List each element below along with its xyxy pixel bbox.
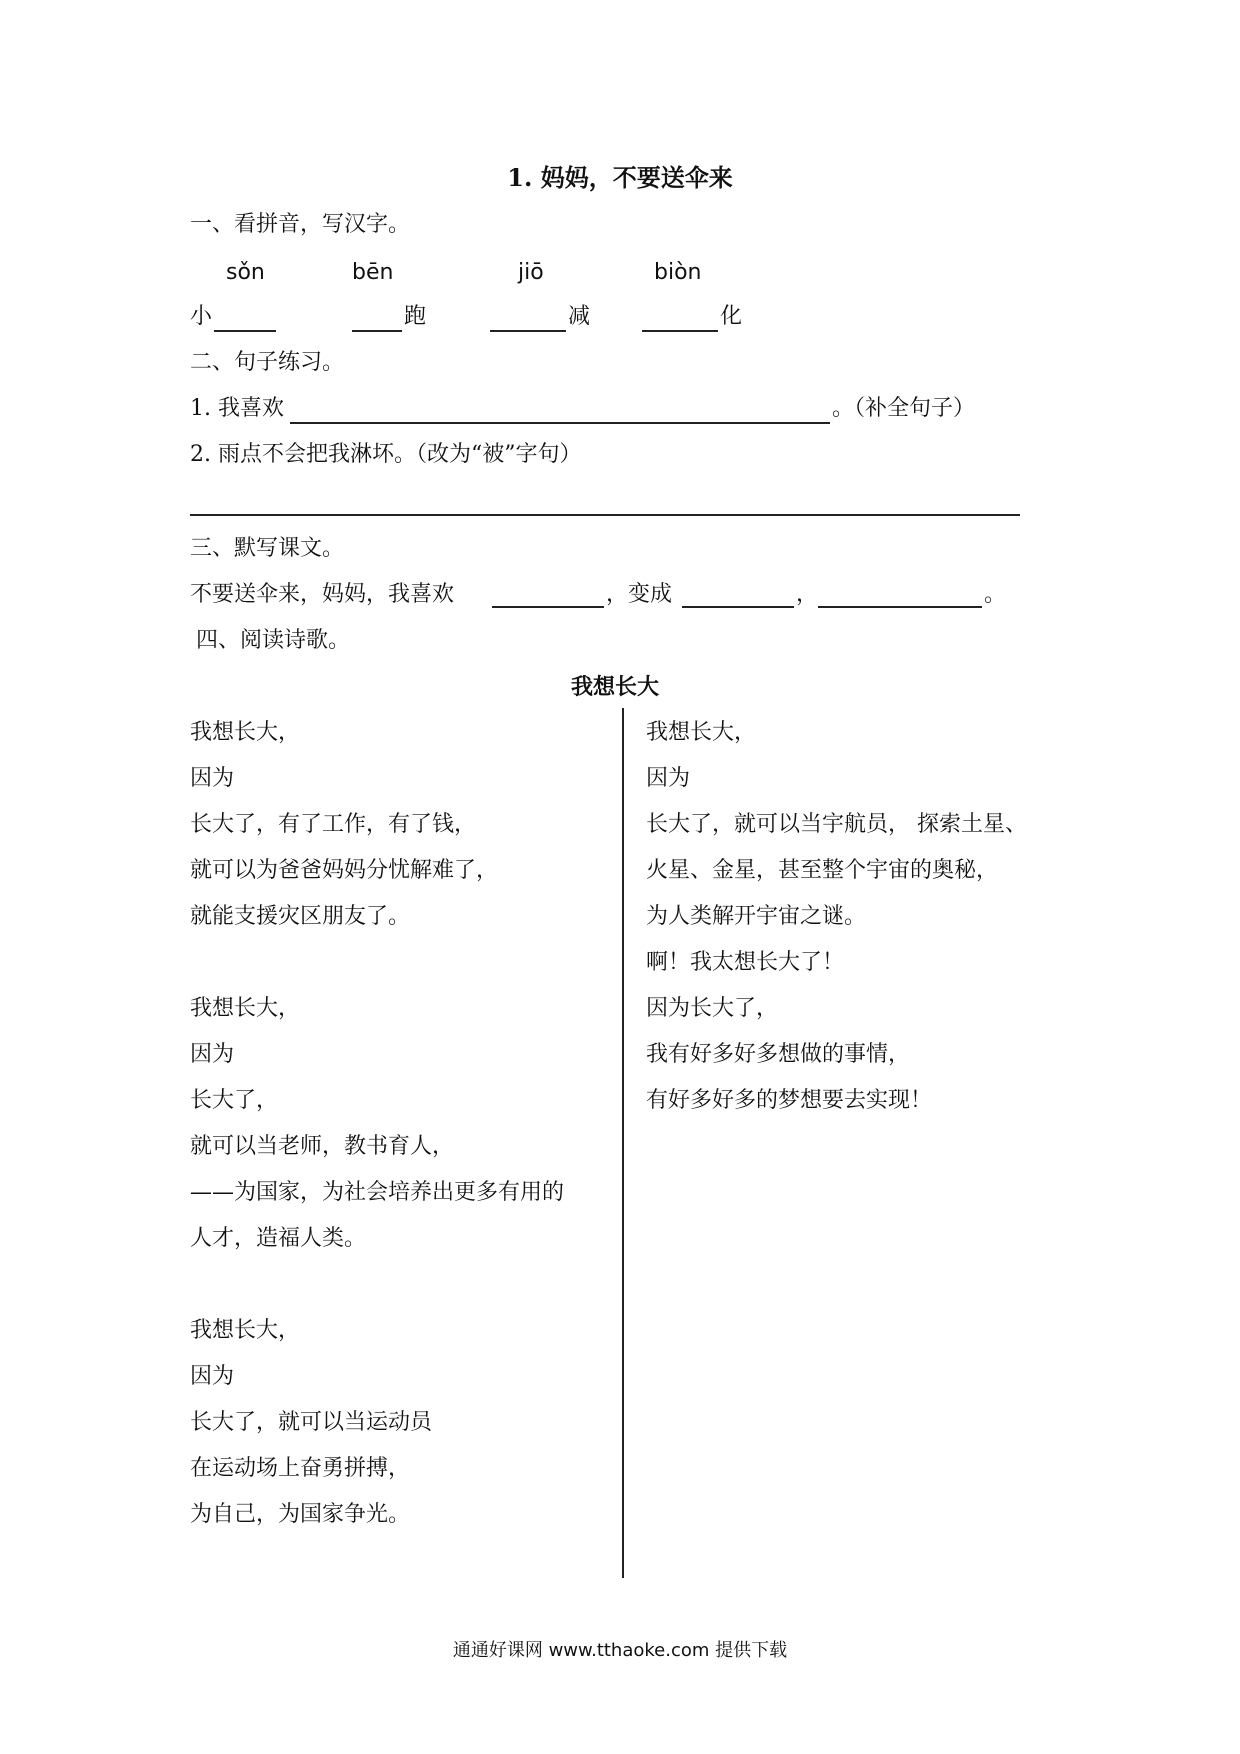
column-divider — [622, 708, 624, 1578]
poem-right-line: 因为 — [646, 766, 691, 791]
footer-credit: 通通好课网 www.tthaoke.com 提供下载 — [452, 1640, 788, 1661]
poem-right-line: 因为长大了， — [646, 996, 779, 1021]
poem-left-line: 就能支援灾区朋友了。 — [190, 904, 411, 929]
pinyin-1: sǒn — [226, 260, 265, 285]
answer-blank-3[interactable] — [490, 330, 566, 332]
pinyin-3: jiō — [518, 260, 544, 285]
poem-left-line: 在运动场上奋勇拼搏， — [190, 1456, 411, 1481]
poem-title: 我想长大 — [570, 674, 659, 700]
recite-end: 。 — [984, 582, 1007, 607]
poem-left-line: 长大了，就可以当运动员 — [190, 1410, 433, 1435]
poem-right-line: 我有好多好多想做的事情， — [646, 1042, 911, 1067]
poem-left-line: 为自己，为国家争光。 — [190, 1502, 411, 1527]
sentence-q2-blank[interactable] — [190, 514, 1020, 516]
poem-right-line: 火星、金星，甚至整个宇宙的奥秘， — [646, 858, 999, 883]
poem-left-line: 长大了， — [190, 1088, 279, 1113]
answer-blank-2[interactable] — [352, 330, 402, 332]
poem-left-line: 人才，造福人类。 — [190, 1226, 367, 1251]
poem-left-line: ——为国家，为社会培养出更多有用的 — [190, 1180, 565, 1205]
poem-left-line: 我想长大， — [190, 996, 301, 1021]
poem-left-line: 因为 — [190, 1042, 235, 1067]
answer-blank-1[interactable] — [214, 330, 276, 332]
sentence-q2: 2. 雨点不会把我淋坏。（改为“被”字句） — [190, 442, 582, 467]
recite-mid1: ，变成 — [606, 582, 673, 607]
poem-right-line: 啊！我太想长大了！ — [646, 950, 845, 975]
recite-blank-2[interactable] — [682, 606, 794, 608]
poem-left-line: 因为 — [190, 1364, 235, 1389]
char-2: 跑 — [404, 304, 427, 329]
poem-left-line: 就可以当老师，教书育人， — [190, 1134, 455, 1159]
poem-right-line: 我想长大， — [646, 720, 757, 745]
sentence-q1-blank[interactable] — [290, 422, 830, 424]
page-title: 1. 妈妈，不要送伞来 — [507, 163, 733, 192]
char-3: 减 — [568, 304, 591, 329]
char-1: 小 — [190, 304, 213, 329]
section2-heading: 二、句子练习。 — [190, 350, 345, 375]
char-4: 化 — [720, 304, 743, 329]
answer-blank-4[interactable] — [642, 330, 718, 332]
section4-heading: 四、阅读诗歌。 — [196, 628, 351, 653]
recite-blank-1[interactable] — [492, 606, 604, 608]
poem-left-line: 因为 — [190, 766, 235, 791]
section1-heading: 一、看拼音，写汉字。 — [190, 212, 411, 237]
recite-mid2: ， — [796, 582, 819, 607]
sentence-q1-suffix: 。（补全句子） — [832, 396, 976, 421]
pinyin-4: biòn — [654, 260, 702, 285]
poem-right-line: 长大了，就可以当宇航员， 探索土星、 — [646, 812, 1027, 837]
pinyin-2: bēn — [352, 260, 394, 285]
poem-right-line: 为人类解开宇宙之谜。 — [646, 904, 867, 929]
poem-left-line: 我想长大， — [190, 720, 301, 745]
recite-blank-3[interactable] — [818, 606, 982, 608]
poem-left-line: 就可以为爸爸妈妈分忧解难了， — [190, 858, 499, 883]
poem-right-line: 有好多好多的梦想要去实现！ — [646, 1088, 933, 1113]
poem-left-line: 我想长大， — [190, 1318, 301, 1343]
sentence-q1-prefix: 1. 我喜欢 — [190, 396, 284, 421]
poem-left-line: 长大了，有了工作，有了钱， — [190, 812, 477, 837]
section3-heading: 三、默写课文。 — [190, 536, 345, 561]
recite-prefix: 不要送伞来，妈妈，我喜欢 — [190, 582, 455, 607]
